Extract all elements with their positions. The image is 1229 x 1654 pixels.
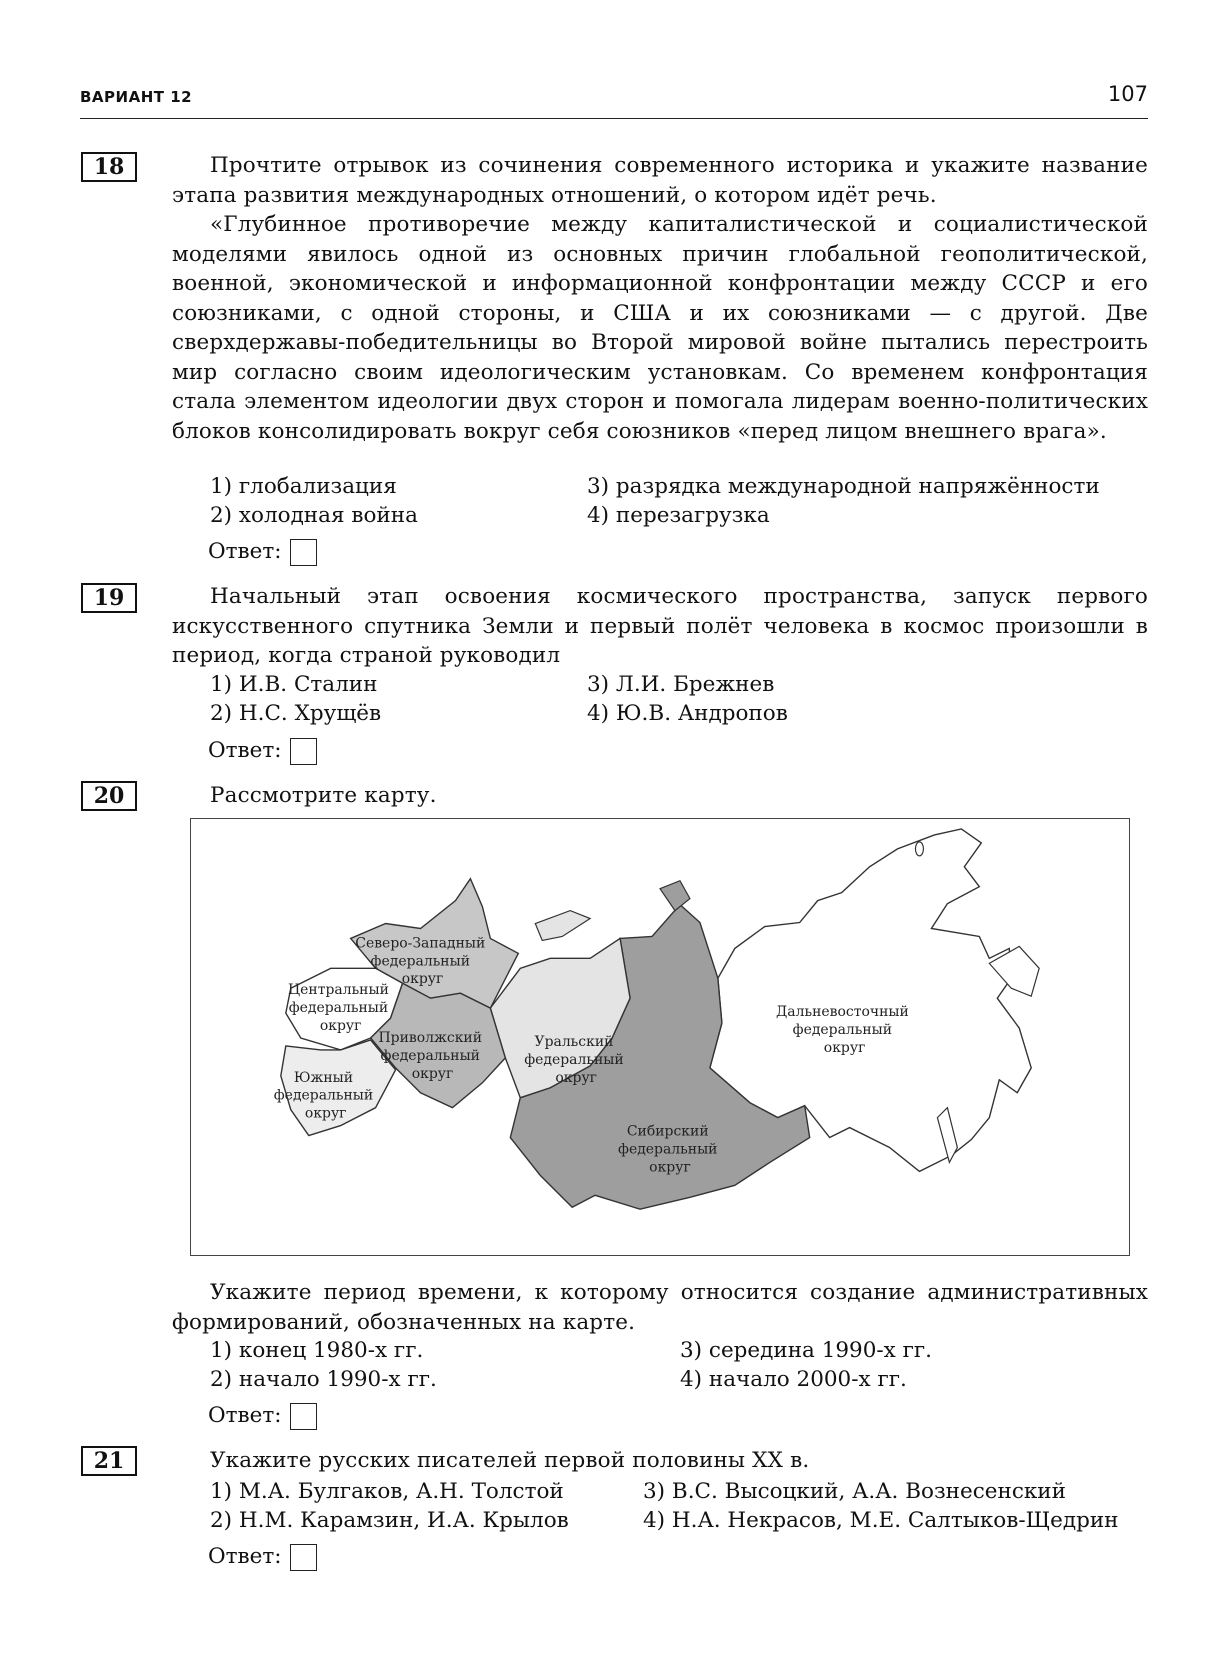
question-20-number: 20: [81, 781, 137, 811]
question-20-intro: Рассмотрите карту.: [210, 783, 437, 808]
question-18-quote: «Глубинное противоречие между капиталистической и социалистической моделями явилось одной из основных причин глобальной геополитической, военной, экономической и информационной конфронтации между СССР и его союзниками, с одной стороны, и США и их союзниками — с другой. Две сверхдержавы-победительницы во Второй мировой войне пытались перестроить мир согласно своим идеологическим установкам. Со временем конфронтация стала элементом идеологии двух сторон и помогала лидерам военно-политических блоков консолидировать вокруг себя союзников «перед лицом внешнего врага».: [172, 212, 1148, 444]
question-20-prompt: Укажите период времени, к которому относится создание административных формирований, обозначенных на карте.: [172, 1280, 1148, 1335]
question-19-option-4: 4) Ю.В. Андропов: [587, 701, 788, 726]
question-21-option-4: 4) Н.А. Некрасов, М.Е. Салтыков-Щедрин: [643, 1508, 1119, 1533]
question-19-answer-box[interactable]: [290, 738, 317, 765]
label-southern: Южный федеральный округ: [273, 1069, 374, 1122]
variant-label: ВАРИАНТ 12: [80, 88, 193, 106]
question-18-option-2: 2) холодная война: [210, 503, 418, 528]
question-21-option-3: 3) В.С. Высоцкий, А.А. Вознесенский: [643, 1479, 1066, 1504]
question-20-option-4: 4) начало 2000-х гг.: [680, 1367, 907, 1392]
question-20-answer: [208, 1401, 317, 1430]
label-volga: Приволжский федеральный округ: [378, 1029, 483, 1082]
question-19-option-2: 2) Н.С. Хрущёв: [210, 701, 382, 726]
label-northwest: Северо-Западный федеральный округ: [355, 935, 486, 988]
question-20-option-2: 2) начало 1990-х гг.: [210, 1367, 437, 1392]
question-20-option-1: 1) конец 1980-х гг.: [210, 1338, 424, 1363]
answer-label: Ответ:: [208, 1403, 282, 1428]
question-21-option-1: 1) М.А. Булгаков, А.Н. Толстой: [210, 1479, 564, 1504]
question-21-prompt: Укажите русских писателей первой половины XX в.: [210, 1448, 810, 1473]
question-21-answer: [208, 1542, 317, 1571]
label-siberian: Сибирский федеральный округ: [618, 1123, 718, 1176]
question-20-option-3: 3) середина 1990-х гг.: [680, 1338, 933, 1363]
question-20-answer-box[interactable]: [290, 1403, 317, 1430]
question-18-answer-box[interactable]: [290, 539, 317, 566]
answer-label: Ответ:: [208, 738, 282, 763]
question-19-option-3: 3) Л.И. Брежнев: [587, 672, 775, 697]
label-ural: Уральский федеральный округ: [524, 1033, 624, 1086]
question-21-answer-box[interactable]: [290, 1544, 317, 1571]
question-18-option-4: 4) перезагрузка: [587, 503, 770, 528]
question-18-answer: [208, 537, 317, 566]
map-svg: [191, 819, 1129, 1255]
question-18-prompt: Прочтите отрывок из сочинения современного историка и укажите название этапа развития международных отношений, о котором идёт речь.: [172, 153, 1148, 208]
answer-label: Ответ:: [208, 1544, 282, 1569]
question-19-prompt: Начальный этап освоения космического пространства, запуск первого искусственного спутника Земли и первый полёт человека в космос произошли в период, когда страной руководил: [172, 584, 1148, 668]
question-18-number: 18: [81, 152, 137, 182]
question-21-option-2: 2) Н.М. Карамзин, И.А. Крылов: [210, 1508, 569, 1533]
label-fareast: Дальневосточный федеральный округ: [775, 1004, 909, 1056]
question-19-answer: [208, 736, 317, 765]
question-19-number: 19: [81, 583, 137, 613]
label-central: Центральный федеральный округ: [288, 982, 389, 1035]
russia-federal-districts-map: [190, 818, 1130, 1256]
novaya-zemlya: [535, 911, 590, 941]
answer-label: Ответ:: [208, 539, 282, 564]
question-18-option-1: 1) глобализация: [210, 474, 397, 499]
question-19-option-1: 1) И.В. Сталин: [210, 672, 378, 697]
question-18-option-3: 3) разрядка международной напряжённости: [587, 474, 1100, 499]
page-header: [80, 78, 1148, 119]
wrangel-island: [915, 842, 923, 856]
question-21-number: 21: [81, 1446, 137, 1476]
taymyr-islands: [660, 881, 690, 911]
page-number: 107: [1107, 82, 1148, 106]
